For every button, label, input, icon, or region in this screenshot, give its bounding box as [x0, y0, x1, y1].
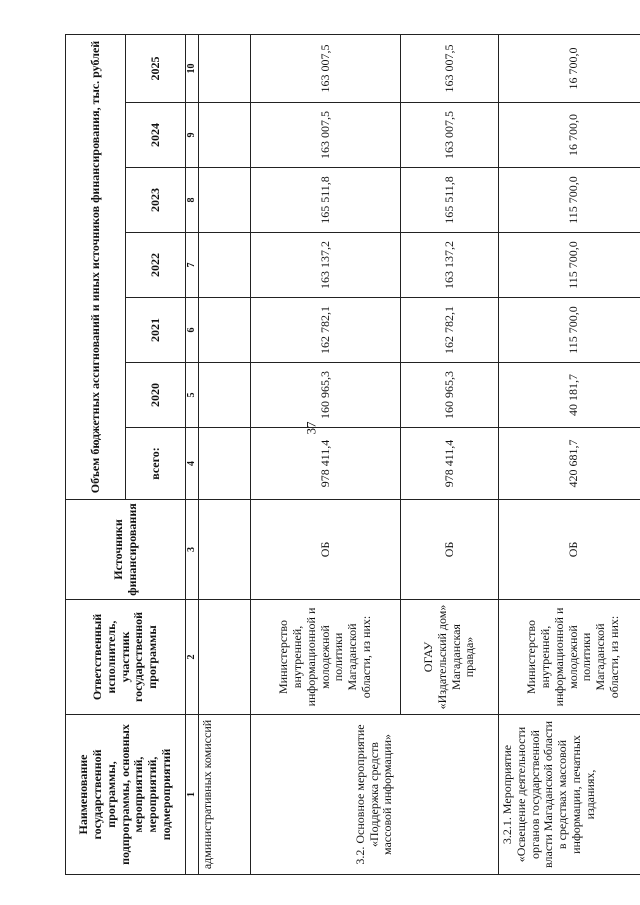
row-value: 163 007,5 — [401, 103, 499, 168]
table-row — [199, 34, 251, 874]
row-value: 163 007,5 — [251, 103, 401, 168]
header-year: 2021 — [126, 298, 186, 363]
header-source: Источники финансирования — [66, 500, 186, 600]
header-year: 2025 — [126, 34, 186, 102]
row-name: административных комиссий — [199, 715, 251, 875]
header-executor: Ответственный исполнитель, участник государственной программы — [66, 600, 186, 715]
column-number: 8 — [186, 168, 199, 233]
table-wrapper — [65, 35, 635, 875]
column-number: 4 — [186, 428, 199, 500]
row-value: 163 137,2 — [401, 233, 499, 298]
financing-table — [65, 34, 640, 875]
column-number: 7 — [186, 233, 199, 298]
row-value: 165 511,8 — [401, 168, 499, 233]
row-value: 163 137,2 — [251, 233, 401, 298]
row-source — [199, 500, 251, 600]
header-name: Наименование государственной программы, подпрограммы, основных мероприятий, мероприятий, подмероприятий — [66, 715, 186, 875]
row-total — [199, 428, 251, 500]
row-name: 3.2.1. Мероприятие «Освещение деятельности органов государственной власти Магаданской области в средствах массовой информации, печатных изданиях, — [499, 715, 640, 875]
row-value — [199, 103, 251, 168]
row-value — [199, 363, 251, 428]
row-value: 162 782,1 — [401, 298, 499, 363]
header-total: всего: — [126, 428, 186, 500]
row-source: ОБ — [499, 500, 640, 600]
header-year: 2022 — [126, 233, 186, 298]
header-year: 2024 — [126, 103, 186, 168]
row-value: 160 965,3 — [251, 363, 401, 428]
row-value: 115 700,0 — [499, 298, 640, 363]
header-funding-group: Объем бюджетных ассигнований и иных источников финансирования, тыс. рублей — [66, 34, 126, 499]
row-source: ОБ — [401, 500, 499, 600]
row-value: 115 700,0 — [499, 168, 640, 233]
row-value — [199, 298, 251, 363]
row-source: ОБ — [251, 500, 401, 600]
row-value: 162 782,1 — [251, 298, 401, 363]
page-number: 37 — [303, 421, 319, 435]
row-executor: ОГАУ «Издательский дом» Магаданская правда» — [401, 600, 499, 715]
row-executor: Министерство внутренней, информационной и молодежной политики Магаданской области, из них: — [499, 600, 640, 715]
row-total: 978 411,4 — [401, 428, 499, 500]
row-value: 40 181,7 — [499, 363, 640, 428]
row-value — [199, 34, 251, 102]
column-number: 2 — [186, 600, 199, 715]
column-number: 3 — [186, 500, 199, 600]
row-value: 163 007,5 — [401, 34, 499, 102]
row-value: 16 700,0 — [499, 103, 640, 168]
row-value: 115 700,0 — [499, 233, 640, 298]
row-total: 420 681,7 — [499, 428, 640, 500]
column-number: 6 — [186, 298, 199, 363]
column-number: 1 — [186, 715, 199, 875]
row-executor: Министерство внутренней, информационной и молодежной политики Магаданской области, из них: — [251, 600, 401, 715]
row-total: 978 411,4 — [251, 428, 401, 500]
column-number: 10 — [186, 34, 199, 102]
row-executor — [199, 600, 251, 715]
column-number: 9 — [186, 103, 199, 168]
table-row — [251, 34, 401, 874]
row-value: 160 965,3 — [401, 363, 499, 428]
row-value — [199, 233, 251, 298]
row-value — [199, 168, 251, 233]
row-name: 3.2. Основное мероприятие «Поддержка средств массовой информации» — [251, 715, 499, 875]
row-value: 16 700,0 — [499, 34, 640, 102]
row-value: 163 007,5 — [251, 34, 401, 102]
row-value: 165 511,8 — [251, 168, 401, 233]
column-number: 5 — [186, 363, 199, 428]
header-year: 2020 — [126, 363, 186, 428]
table-row — [499, 34, 640, 874]
header-year: 2023 — [126, 168, 186, 233]
rotated-table-container — [65, 35, 635, 875]
